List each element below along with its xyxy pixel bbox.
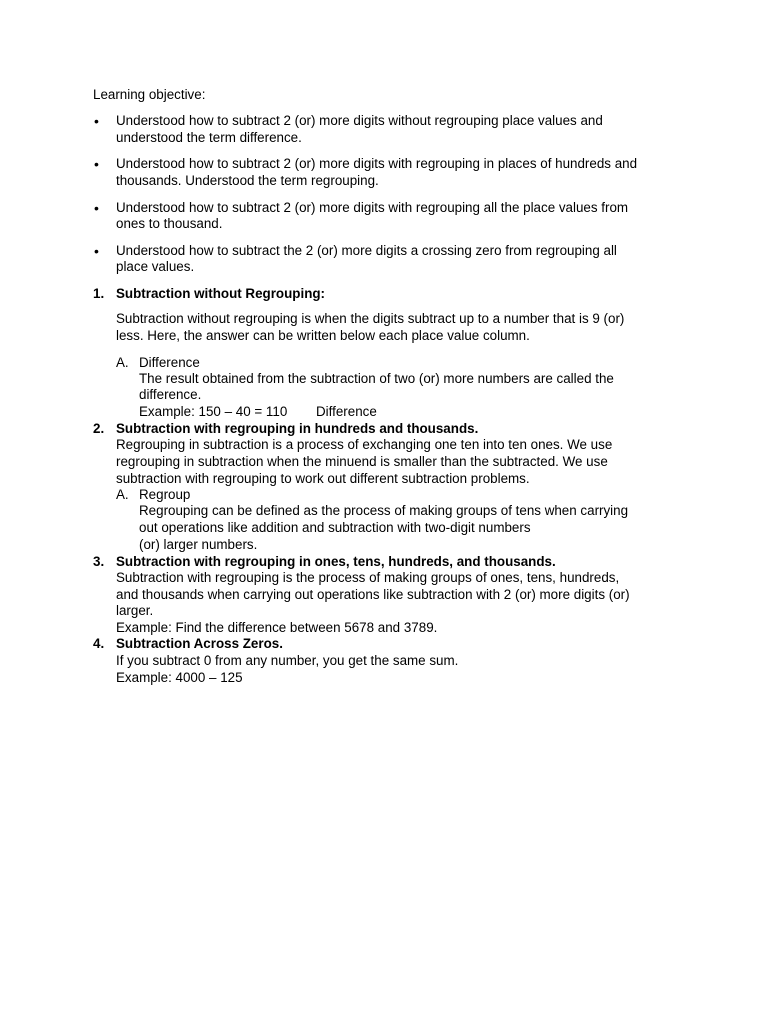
section-body-line: Subtraction without regrouping is when the digits subtract up to a number that is 9 (or)	[116, 311, 625, 326]
subsection-body-line: (or) larger numbers.	[139, 537, 258, 552]
subsection-letter: A.	[116, 355, 129, 370]
subsection-body-line: difference.	[139, 387, 202, 402]
section-number: 2.	[93, 421, 105, 436]
subsection-body-line: The result obtained from the subtraction of two (or) more numbers are called the	[139, 371, 614, 386]
objective-item-line: Understood how to subtract the 2 (or) more digits a crossing zero from regrouping all	[116, 243, 617, 258]
objective-item-line: place values.	[116, 259, 195, 274]
section-body-line: and thousands when carrying out operations like subtraction with 2 (or) more digits (or)	[116, 587, 630, 602]
section-number: 3.	[93, 554, 105, 569]
objective-item-line: Understood how to subtract 2 (or) more digits with regrouping in places of hundreds and	[116, 156, 638, 171]
section-body-line: regrouping in subtraction when the minuend is smaller than the subtracted. We use	[116, 454, 608, 469]
objective-item-line: thousands. Understood the term regrouping.	[116, 173, 379, 188]
section-title: Subtraction with regrouping in hundreds and thousands.	[116, 421, 479, 436]
section-body-line: larger.	[116, 603, 154, 618]
bullet-icon: •	[94, 156, 99, 172]
bullet-icon: •	[94, 243, 99, 259]
bullet-icon: •	[94, 113, 99, 129]
section-title: Subtraction Across Zeros.	[116, 636, 283, 651]
section-number: 1.	[93, 286, 105, 301]
section-body-line: If you subtract 0 from any number, you get the same sum.	[116, 653, 459, 668]
example-line: Example: Find the difference between 5678 and 3789.	[116, 620, 438, 635]
section-number: 4.	[93, 636, 105, 651]
section-body-line: Subtraction with regrouping is the process of making groups of ones, tens, hundreds,	[116, 570, 620, 585]
objective-item-line: Understood how to subtract 2 (or) more digits without regrouping place values and	[116, 113, 603, 128]
objective-heading: Learning objective:	[93, 87, 206, 102]
section-title: Subtraction with regrouping in ones, tens, hundreds, and thousands.	[116, 554, 556, 569]
subsection-title: Regroup	[139, 487, 191, 502]
section-body-line: subtraction with regrouping to work out different subtraction problems.	[116, 471, 530, 486]
example-line: Example: 4000 – 125	[116, 670, 243, 685]
objective-item-line: ones to thousand.	[116, 216, 223, 231]
subsection-title: Difference	[139, 355, 200, 370]
bullet-icon: •	[94, 200, 99, 216]
section-body-line: less. Here, the answer can be written below each place value column.	[116, 328, 530, 343]
section-title: Subtraction without Regrouping:	[116, 286, 326, 301]
section-body-line: Regrouping in subtraction is a process of exchanging one ten into ten ones. We use	[116, 437, 613, 452]
objective-item-line: understood the term difference.	[116, 130, 302, 145]
example-note: Difference	[316, 404, 377, 419]
example-line: Example: 150 – 40 = 110	[139, 404, 288, 419]
objective-item-line: Understood how to subtract 2 (or) more digits with regrouping all the place values from	[116, 200, 629, 215]
subsection-letter: A.	[116, 487, 129, 502]
subsection-body-line: out operations like addition and subtraction with two-digit numbers	[139, 520, 531, 535]
subsection-body-line: Regrouping can be defined as the process of making groups of tens when carrying	[139, 503, 629, 518]
